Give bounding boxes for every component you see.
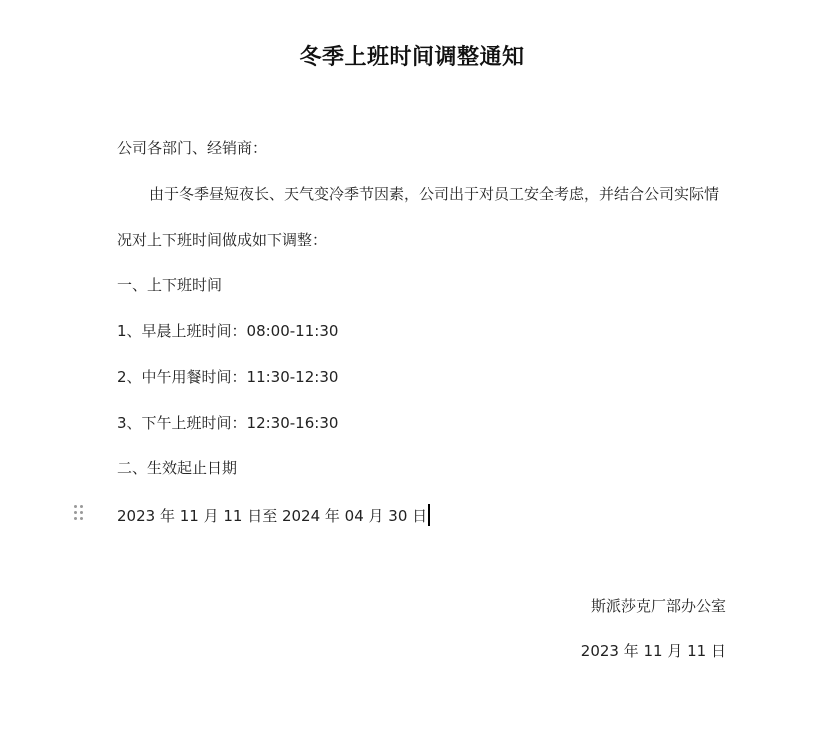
signature-organization: 斯派莎克厂部办公室 bbox=[590, 597, 726, 615]
schedule-item-morning: 1、早晨上班时间：08:00-11:30 bbox=[117, 322, 339, 340]
effective-period-text: 2023 年 11 月 11 日至 2024 年 04 月 30 日 bbox=[117, 507, 428, 525]
document-title: 冬季上班时间调整通知 bbox=[299, 45, 525, 70]
schedule-item-afternoon: 3、下午上班时间：12:30-16:30 bbox=[117, 414, 339, 432]
intro-paragraph-line-2: 况对上下班时间做成如下调整： bbox=[117, 231, 328, 249]
signature-date: 2023 年 11 月 11 日 bbox=[580, 642, 726, 660]
intro-paragraph-line-1: 由于冬季昼短夜长、天气变冷季节因素，公司出于对员工安全考虑，并结合公司实际情 bbox=[149, 185, 720, 203]
section-heading-hours: 一、上下班时间 bbox=[117, 276, 223, 294]
section-heading-effective-dates: 二、生效起止日期 bbox=[117, 459, 238, 477]
schedule-item-lunch: 2、中午用餐时间：11:30-12:30 bbox=[117, 368, 339, 386]
effective-period-paragraph[interactable] bbox=[117, 504, 430, 526]
text-caret bbox=[428, 504, 430, 526]
salutation: 公司各部门、经销商： bbox=[117, 139, 268, 157]
drag-handle-icon[interactable] bbox=[74, 505, 84, 521]
